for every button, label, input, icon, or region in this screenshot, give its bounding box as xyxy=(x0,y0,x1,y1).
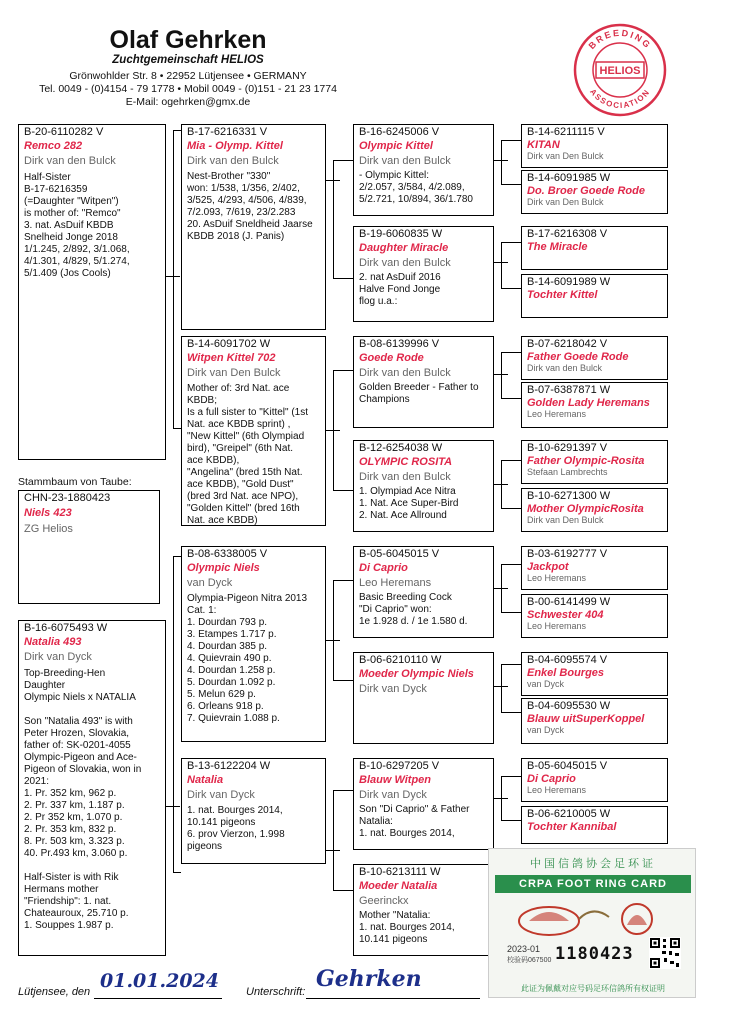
ring-number: B-14-6091702 W xyxy=(187,338,271,350)
connector xyxy=(501,140,521,141)
gen4-card[interactable] xyxy=(521,698,668,744)
connector xyxy=(501,712,521,713)
ring-number: B-07-6387871 W xyxy=(527,384,611,396)
ring-number: B-10-6291397 V xyxy=(527,442,608,454)
ring-card xyxy=(488,848,696,998)
qr-code-icon xyxy=(649,937,681,969)
ring-number: B-06-6210110 W xyxy=(359,654,442,666)
pigeon-name: OLYMPIC ROSITA xyxy=(359,456,453,468)
ring-number: B-05-6045015 V xyxy=(527,760,608,772)
connector xyxy=(333,370,353,371)
pigeon-name: Blauw Witpen xyxy=(359,774,432,786)
connector xyxy=(333,790,353,791)
breeder-label: Dirk van den Bulck xyxy=(359,155,451,167)
pigeon-name: The Miracle xyxy=(527,240,588,253)
pigeon-name: Mia - Olymp. Kittel xyxy=(187,140,283,152)
gen4-card[interactable] xyxy=(521,274,668,318)
pigeon-name: Do. Broer Goede Rode xyxy=(527,184,645,197)
ring-number: B-16-6245006 V xyxy=(359,126,440,138)
breeder-label: Dirk van den Bulck xyxy=(187,155,279,167)
ring-number: B-06-6210005 W xyxy=(527,808,611,820)
gen4-card[interactable] xyxy=(521,652,668,696)
pigeon-name: Niels 423 xyxy=(24,507,72,519)
pigeon-description: Golden Breeder - Father to Champions xyxy=(359,382,479,405)
gen4-card[interactable] xyxy=(521,758,668,802)
connector xyxy=(501,398,521,399)
breeder-phone: Tel. 0049 - (0)4154 - 79 1778 • Mobil 0049 - (0)151 - 21 23 1774 xyxy=(39,83,337,95)
breeder-label: Leo Heremans xyxy=(527,409,587,419)
connector xyxy=(173,556,174,872)
ring-number: B-19-6060835 W xyxy=(359,228,443,240)
gen4-card[interactable] xyxy=(521,382,668,428)
ring-number: B-08-6139996 V xyxy=(359,338,440,350)
logo-center-text: HELIOS xyxy=(599,65,641,77)
breeder-label: van Dyck xyxy=(527,725,565,735)
ring-number: B-03-6192777 V xyxy=(527,548,608,560)
breeder-label: Leo Heremans xyxy=(527,573,587,583)
gen3-card[interactable] xyxy=(353,546,494,638)
pigeon-description: Mother "Natalia: 1. nat. Bourges 2014, 10.141 pigeons xyxy=(359,910,455,945)
connector xyxy=(501,140,502,184)
pigeon-name: Blauw uitSuperKoppel xyxy=(527,712,645,725)
connector xyxy=(333,680,353,681)
ring-number: B-14-6211115 V xyxy=(527,126,605,138)
pigeon-name: Father Goede Rode xyxy=(527,350,629,363)
pigeon-name: Tochter Kittel xyxy=(527,288,598,301)
pigeon-name: Di Caprio xyxy=(359,562,408,574)
breeder-label: Dirk van Den Bulck xyxy=(527,151,604,161)
pigeon-name: Di Caprio xyxy=(527,772,576,785)
pigeon-name: Tochter Kannibal xyxy=(527,820,617,833)
gen3-card[interactable] xyxy=(353,226,494,322)
breeder-label: Leo Heremans xyxy=(527,621,587,631)
breeder-label: Stefaan Lambrechts xyxy=(527,467,608,477)
pigeon-description: Olympia-Pigeon Nitra 2013 Cat. 1: 1. Dourdan 793 p. 3. Etampes 1.717 p. 4. Dourdan 385 p. 4. Quievrain 490 p. 4. Dourdan 1.258 p. 5. Dourdan 1.092 p. 5. Melun 629 p. 6. Orleans 918 p. 7. Quievrain 1.088 p. xyxy=(187,593,308,724)
pigeon-name: Enkel Bourges xyxy=(527,666,605,679)
ring-number: B-07-6218042 V xyxy=(527,338,608,350)
pigeon-name: Daughter Miracle xyxy=(359,242,449,254)
connector xyxy=(501,460,521,461)
signature-underline xyxy=(306,998,480,999)
connector xyxy=(333,890,353,891)
pigeon-name: Father Olympic-Rosita xyxy=(527,454,645,467)
ring-number: B-14-6091989 W xyxy=(527,276,611,288)
breeder-email: E-Mail: ogehrken@gmx.de xyxy=(125,96,251,108)
helios-logo xyxy=(572,22,668,118)
ring-card-chinese-title: 中国信鸽协会足环证 xyxy=(530,857,656,870)
breeder-label: Dirk van Dyck xyxy=(359,789,427,801)
gen4-card[interactable] xyxy=(521,488,668,532)
connector xyxy=(501,352,521,353)
pigeon-name: Moeder Olympic Niels xyxy=(359,668,474,680)
pigeon-name: Mother OlympicRosita xyxy=(527,502,644,515)
connector xyxy=(333,580,353,581)
connector xyxy=(501,776,521,777)
gen2-card[interactable] xyxy=(181,546,326,742)
gen3-card[interactable] xyxy=(353,652,494,744)
connector xyxy=(173,130,181,131)
ring-card-english-title: CRPA FOOT RING CARD xyxy=(495,875,691,893)
ring-number: CHN-23-1880423 xyxy=(24,492,111,504)
pigeon-description: 2. nat AsDuif 2016 Halve Fond Jonge flog u.a.: xyxy=(359,272,441,307)
pigeon-name: Moeder Natalia xyxy=(359,880,438,892)
connector xyxy=(501,820,521,821)
pigeon-description: Nest-Brother "330" won: 1/538, 1/356, 2/402, 3/525, 4/293, 4/506, 4/839, 7/2.093, 7/619, 23/2.283 20. AsDuif Sneldheid Jaarse KBDB 2018 (J. Panis) xyxy=(187,171,313,242)
ring-card-year: 2023-01 xyxy=(507,944,541,954)
breeder-label: van Dyck xyxy=(527,679,565,689)
svg-text:ASSOCIATION xyxy=(588,87,652,110)
breeder-subtitle: Zuchtgemeinschaft HELIOS xyxy=(112,54,264,66)
breeder-label: Dirk van Dyck xyxy=(359,683,427,695)
pigeon-name: KITAN xyxy=(527,138,560,151)
connector xyxy=(173,872,181,873)
pigeon-description: Mother of: 3rd Nat. ace KBDB; Is a full sister to "Kittel" (1st Nat. ace KBDB sprint) , "New Kittel" (6th Olympiad bird), "Greipel" (6th Nat. ace KBDB), "Angelina" (bred 15th Nat. ace KBDB), "Gold Dust" (bred 3rd Nat. ace NPO), "Golden Kittel" (bred 16th Nat. ace KBDB) xyxy=(187,383,309,526)
ring-number: B-17-6216331 V xyxy=(187,126,268,138)
gen3-card[interactable] xyxy=(353,124,494,216)
connector xyxy=(333,790,334,890)
breeder-label: Dirk van den Bulck xyxy=(359,367,451,379)
pigeon-description: Top-Breeding-Hen Daughter Olympic Niels x NATALIA Son "Natalia 493" is with Peter Hrozen, Slovakia, father of: SK-0201-4055 Olympic-Pigeon and Ace- Pigeon of Slovakia, won in 2021: 1. Pr. 352 km, 962 p. 2. Pr. 337 km, 1.187 p. 2. Pr 352 km, 1.070 p. 2. Pr. 353 km, 832 p. 8. Pr. 503 km, 3.323 p. 40. Pr.493 km, 3.060 p. Half-Sister is with Rik Hermans mother "Friendship": 1. nat. Chateauroux, 25.710 p. 1. Souppes 1.987 p. xyxy=(24,668,142,931)
ring-number: B-05-6045015 V xyxy=(359,548,440,560)
pigeon-name: Golden Lady Heremans xyxy=(527,396,650,409)
place-label: Lütjensee, den xyxy=(18,986,91,998)
sire-card[interactable] xyxy=(18,124,166,460)
connector xyxy=(333,370,334,490)
pigeon-description: 1. Olympiad Ace Nitra 1. Nat. Ace Super-Bird 2. Nat. Ace Allround xyxy=(359,486,459,521)
dam-card[interactable] xyxy=(18,620,166,956)
connector xyxy=(501,184,521,185)
connector xyxy=(501,612,521,613)
gen4-card[interactable] xyxy=(521,806,668,844)
gen4-card[interactable] xyxy=(521,124,668,168)
connector xyxy=(173,428,181,429)
breeder-label: Dirk van Dyck xyxy=(187,789,255,801)
pigeon-name: Witpen Kittel 702 xyxy=(187,352,276,364)
breeder-address: Grönwohlder Str. 8 • 22952 Lütjensee • GERMANY xyxy=(69,70,307,82)
ring-card-number: 1180423 xyxy=(555,944,634,964)
breeder-label: Dirk van Den Bulck xyxy=(527,197,604,207)
gen3-card[interactable] xyxy=(353,336,494,428)
ring-number: B-00-6141499 W xyxy=(527,596,611,608)
connector xyxy=(333,490,353,491)
date-underline xyxy=(94,998,222,999)
pigeon-name: Olympic Kittel xyxy=(359,140,433,152)
pigeon-description: - Olympic Kittel: 2/2.057, 3/584, 4/2.089, 5/2.721, 10/894, 36/1.780 xyxy=(359,170,473,205)
ring-number: B-10-6271300 W xyxy=(527,490,611,502)
connector xyxy=(501,564,502,612)
connector xyxy=(501,776,502,820)
ring-number: B-16-6075493 W xyxy=(24,622,108,634)
breeder-name: Olaf Gehrken xyxy=(109,26,267,54)
ring-number: B-08-6338005 V xyxy=(187,548,268,560)
gen4-card[interactable] xyxy=(521,336,668,380)
gen3-card[interactable] xyxy=(353,758,494,850)
handwritten-signature: Gehrken xyxy=(316,966,422,992)
gen2-card[interactable] xyxy=(181,758,326,864)
connector xyxy=(501,664,521,665)
gen4-card[interactable] xyxy=(521,226,668,270)
breeder-label: Dirk van den Bulck xyxy=(527,363,603,373)
pigeon-name: Olympic Niels xyxy=(187,562,260,574)
ring-card-code: 校验码067500 xyxy=(507,957,552,964)
breeder-label: Dirk van Den Bulck xyxy=(527,515,604,525)
gen2-card[interactable] xyxy=(181,124,326,330)
breeder-label: Dirk van den Bulck xyxy=(359,257,451,269)
connector xyxy=(333,160,353,161)
ring-number: B-13-6122204 W xyxy=(187,760,271,772)
breeder-label: Geerinckx xyxy=(359,895,409,907)
stammbaum-label: Stammbaum von Taube: xyxy=(18,476,132,488)
connector xyxy=(501,242,521,243)
connector xyxy=(333,278,353,279)
breeder-label: Dirk van Den Bulck xyxy=(187,367,281,379)
breeder-label: van Dyck xyxy=(187,577,233,589)
connector xyxy=(501,352,502,398)
connector xyxy=(333,160,334,278)
connector xyxy=(501,242,502,288)
connector xyxy=(501,460,502,508)
pigeon-name: Natalia xyxy=(187,774,224,786)
logo-bottom-text: ASSOCIATION xyxy=(588,87,652,111)
gen3-card[interactable] xyxy=(353,440,494,532)
gen4-card[interactable] xyxy=(521,546,668,590)
ring-number: B-17-6216308 V xyxy=(527,228,608,240)
gen4-card[interactable] xyxy=(521,594,668,638)
pigeon-description: 1. nat. Bourges 2014, 10.141 pigeons 6. prov Vierzon, 1.998 pigeons xyxy=(187,805,285,852)
connector xyxy=(173,556,181,557)
connector xyxy=(501,508,521,509)
connector xyxy=(501,664,502,712)
pigeon-name: Schwester 404 xyxy=(527,608,604,621)
breeder-label: ZG Helios xyxy=(24,523,73,535)
ring-number: B-04-6095574 V xyxy=(527,654,608,666)
ring-card-emblem-icon xyxy=(509,899,679,941)
handwritten-date: 01.01.2024 xyxy=(100,970,219,992)
pigeon-name: Goede Rode xyxy=(359,352,424,364)
ring-number: B-04-6095530 W xyxy=(527,700,611,712)
breeder-label: Dirk van den Bulck xyxy=(24,155,116,167)
gen4-card[interactable] xyxy=(521,170,668,214)
ring-card-footer: 此证为佩戴对应号码足环信鸽所有权证明 xyxy=(521,984,665,993)
ring-number: B-10-6297205 V xyxy=(359,760,440,772)
pigeon-description: Son "Di Caprio" & Father Natalia: 1. nat. Bourges 2014, xyxy=(359,804,470,839)
connector xyxy=(501,288,521,289)
logo-top-text: BREEDING xyxy=(586,27,654,52)
pigeon-description: Basic Breeding Cock "Di Caprio" won: 1e 1.928 d. / 1e 1.580 d. xyxy=(359,592,468,627)
ring-number: B-10-6213111 W xyxy=(359,866,441,878)
pigeon-name: Remco 282 xyxy=(24,140,83,152)
breeder-label: Dirk van den Bulck xyxy=(359,471,451,483)
connector xyxy=(173,130,174,428)
gen4-card[interactable] xyxy=(521,440,668,484)
signature-label: Unterschrift: xyxy=(246,986,306,998)
gen3-card[interactable] xyxy=(353,864,494,956)
breeder-label: Leo Heremans xyxy=(527,785,587,795)
pigeon-name: Natalia 493 xyxy=(24,636,82,648)
connector xyxy=(333,580,334,680)
gen2-card[interactable] xyxy=(181,336,326,526)
subject-card[interactable] xyxy=(18,490,160,604)
ring-number: B-12-6254038 W xyxy=(359,442,443,454)
ring-number: B-20-6110282 V xyxy=(24,126,104,138)
ring-number: B-14-6091985 W xyxy=(527,172,611,184)
breeder-label: Leo Heremans xyxy=(359,577,432,589)
connector xyxy=(501,564,521,565)
pigeon-name: Jackpot xyxy=(527,560,569,573)
breeder-label: Dirk van Dyck xyxy=(24,651,92,663)
pigeon-description: Half-Sister B-17-6216359 (=Daughter "Witpen") is mother of: "Remco" 3. nat. AsDuif KBDB Snelheid Jonge 2018 1/1.245, 2/892, 3/1.068, 4/1.301, 4/829, 5/1.274, 5/1.409 (Jos Cools) xyxy=(24,172,130,279)
